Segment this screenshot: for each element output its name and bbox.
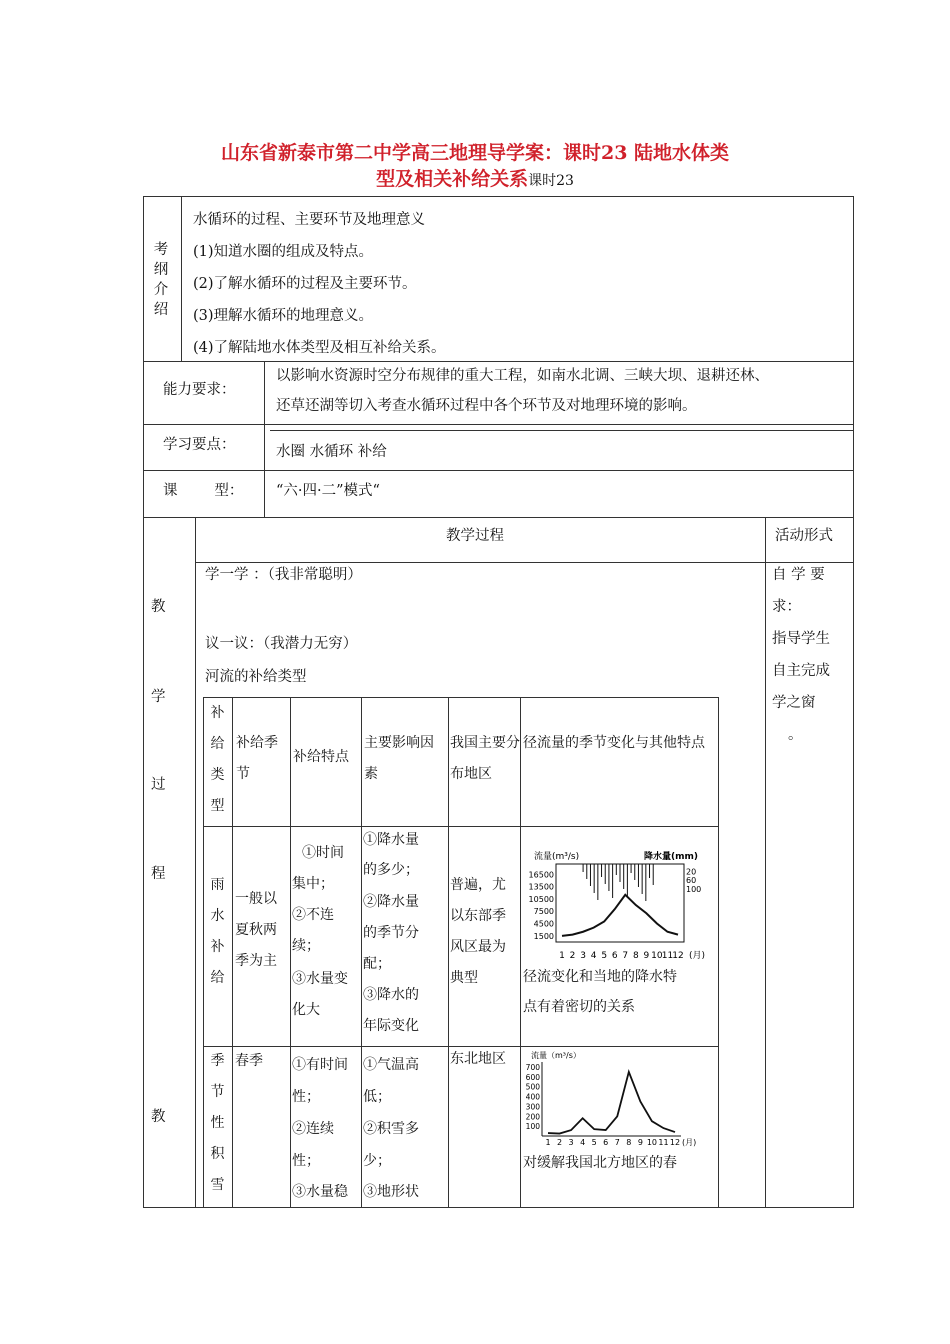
side-label-1: 学 (151, 689, 166, 705)
rain-factor-0: ①降水量 (363, 832, 419, 848)
snow-chart (521, 1048, 717, 1148)
side-label-0: 教 (151, 599, 166, 615)
snow-chart-x-ticks (545, 1138, 680, 1147)
supply-col-4 (448, 697, 449, 1208)
rain-region-1: 以东部季 (450, 908, 506, 924)
rain-chart-y2label: 降水量(mm) (644, 852, 698, 862)
snow-chart-ytick-2: 300 (525, 1102, 540, 1112)
rain-chart-y2tick-0: 20 (686, 867, 697, 877)
rain-feature-0: ①时间 (302, 845, 344, 861)
ability-line-2: 还草还湖等切入考查水循环过程中各个环节及对地理环境的影响。 (276, 398, 697, 414)
rain-chart-ytick-5: 16500 (528, 870, 554, 880)
rain-factor-4: 配； (363, 956, 391, 972)
snow-chart-xtick-3: 4 (580, 1138, 586, 1147)
snow-chart-y-ticks (526, 1063, 541, 1131)
activity-line-2: 指导学生 (772, 631, 830, 647)
snow-factor-3: 少； (363, 1153, 391, 1169)
snow-chart-ylabel: 流量（m³/s） (531, 1051, 581, 1060)
label-divider (264, 361, 265, 517)
rain-chart-y-ticks (529, 870, 554, 941)
rain-season-1: 夏秋两 (235, 922, 277, 938)
rain-feature-5: 化大 (292, 1002, 320, 1018)
key-points-value: 水圈 水循环 补给 (276, 444, 387, 460)
th-region: 我国主要分布地区 (450, 735, 520, 782)
outline-divider (181, 196, 182, 361)
rain-chart-x-ticks (559, 951, 684, 961)
snow-chart-ytick-5: 600 (525, 1072, 540, 1082)
rain-factor-1: 的多少； (363, 862, 419, 878)
snow-chart-xtick-1: 2 (556, 1138, 563, 1147)
title-line2-suffix: 课时23 (528, 173, 574, 189)
snow-feature-4: ③水量稳 (292, 1184, 348, 1200)
rain-note-1: 点有着密切的关系 (523, 999, 635, 1015)
rain-factor-5: ③降水的 (363, 987, 419, 1003)
rain-chart-xtick-10: 11 (661, 951, 674, 961)
th-factors: 主要影响因素 (364, 735, 434, 782)
process-header: 教学过程 (446, 528, 504, 544)
outline-line-1: (1)知道水圈的组成及特点。 (193, 244, 374, 260)
snow-chart-xtick-2: 3 (568, 1138, 574, 1147)
row-line-4 (143, 517, 854, 518)
key-points-label: 学习要点： (163, 437, 236, 453)
rain-chart-ytick-3: 10500 (528, 894, 554, 904)
frame-bottom (143, 1207, 854, 1208)
rain-chart-xtick-7: 8 (632, 951, 639, 961)
th-features: 补给特点 (293, 749, 349, 765)
discuss-line: 议一议：（我潜力无穷） (205, 636, 358, 652)
supply-col-3 (361, 697, 362, 1208)
rain-note-0: 径流变化和当地的降水特 (523, 969, 677, 985)
supply-col-1 (232, 697, 233, 1208)
snow-region: 东北地区 (450, 1051, 506, 1067)
supply-table-top (203, 697, 719, 698)
rain-chart-x-unit: (月) (689, 951, 706, 961)
rain-chart-xtick-1: 2 (569, 951, 576, 961)
rain-factor-3: 的季节分 (363, 925, 419, 941)
lesson-type-label: 课 型： (163, 483, 244, 499)
frame-right (853, 196, 854, 1208)
snow-chart-xtick-7: 8 (626, 1138, 632, 1147)
outline-line-2: (2)了解水循环的过程及主要环节。 (193, 276, 417, 292)
snow-chart-ytick-4: 500 (525, 1082, 540, 1092)
side-label-4: 教 (151, 1109, 166, 1125)
snow-chart-ytick-6: 700 (525, 1062, 540, 1072)
snow-factor-0: ①气温高 (363, 1057, 419, 1073)
snow-chart-xtick-6: 7 (614, 1138, 620, 1147)
outline-line-3: (3)理解水循环的地理意义。 (193, 308, 374, 324)
snow-chart-x-unit: (月) (682, 1138, 697, 1147)
inner-line-key (270, 430, 854, 431)
rain-chart-ylabel: 流量(m³/s) (534, 852, 580, 862)
rain-chart-ytick-2: 7500 (533, 907, 554, 917)
rain-chart-precip-bars (583, 864, 653, 901)
side-label-2: 过 (151, 777, 166, 793)
snow-feature-1: 性； (292, 1089, 320, 1105)
rain-chart-xtick-0: 1 (559, 951, 565, 961)
subtitle-line: 河流的补给类型 (205, 669, 307, 685)
snow-factor-2: ②积雪多 (363, 1121, 419, 1137)
outline-line-0: 水循环的过程、主要环节及地理意义 (193, 212, 425, 228)
th-change: 径流量的季节变化与其他特点 (523, 735, 705, 751)
snow-chart-xtick-4: 5 (591, 1138, 597, 1147)
rain-feature-1: 集中； (292, 876, 334, 892)
snow-factor-4: ③地形状 (363, 1184, 419, 1200)
activity-header: 活动形式 (775, 528, 833, 544)
rain-chart-y2tick-1: 60 (686, 876, 697, 886)
snow-type: 季节性积雪 (210, 1053, 225, 1193)
snow-chart-ytick-1: 200 (525, 1112, 540, 1122)
process-header-line (195, 562, 854, 563)
frame-top (143, 196, 854, 197)
rain-factor-2: ②降水量 (363, 894, 419, 910)
snow-feature-2: ②连续 (292, 1121, 334, 1137)
side-label-3: 程 (151, 866, 166, 882)
process-side-divider (195, 517, 196, 1208)
rain-chart-ytick-1: 4500 (533, 919, 554, 929)
rain-chart-xtick-4: 5 (601, 951, 608, 961)
activity-line-1: 求： (772, 599, 801, 615)
activity-line-5: 。 (788, 727, 803, 743)
rain-season-0: 一般以 (235, 891, 277, 907)
outline-label: 考纲介绍 (153, 242, 169, 318)
snow-chart-xtick-5: 6 (603, 1138, 609, 1147)
outline-line-4: (4)了解陆地水体类型及相互补给关系。 (193, 340, 446, 356)
activity-line-0: 自 学 要 (772, 567, 825, 583)
rain-feature-4: ③水量变 (292, 971, 348, 987)
rain-chart-xtick-9: 10 (651, 951, 663, 961)
row-line-3 (143, 470, 854, 471)
ability-label: 能力要求： (163, 382, 236, 398)
row-line-2 (143, 424, 854, 425)
rain-region-2: 风区最为 (450, 939, 506, 955)
title-line2-text: 型及相关补给关系 (376, 168, 529, 190)
learn-line: 学一学 ：（我非常聪明） (205, 567, 362, 583)
rain-chart-xtick-6: 7 (622, 951, 629, 961)
rain-feature-2: ②不连 (292, 907, 334, 923)
snow-chart-ytick-0: 100 (525, 1122, 540, 1132)
document-title-line1: 山东省新泰市第二中学高三地理导学案：课时23 陆地水体类 (220, 142, 730, 164)
activity-divider (765, 517, 766, 1208)
rain-region-0: 普遍，尤 (450, 877, 506, 893)
rain-chart-xtick-11: 12 (672, 951, 684, 961)
rain-chart-ytick-0: 1500 (533, 931, 554, 941)
snow-note: 对缓解我国北方地区的春 (523, 1155, 677, 1171)
rain-chart-runoff-line (562, 895, 678, 936)
supply-table-row1 (203, 826, 719, 827)
rain-chart-xtick-2: 3 (580, 951, 586, 961)
rain-season-2: 季为主 (235, 953, 277, 969)
rain-chart-ytick-4: 13500 (528, 882, 554, 892)
th-season: 补给季节 (236, 735, 278, 782)
activity-line-3: 自主完成 (772, 663, 830, 679)
snow-chart-xtick-8: 9 (637, 1138, 643, 1147)
rain-feature-3: 续； (292, 938, 320, 954)
rain-chart-y2-ticks (686, 867, 701, 894)
supply-col-2 (290, 697, 291, 1208)
activity-line-4: 学之窗 (772, 695, 816, 711)
snow-feature-3: 性； (292, 1153, 320, 1169)
rain-chart-y2tick-2: 100 (686, 885, 702, 894)
snow-chart-runoff-line (548, 1072, 675, 1134)
snow-factor-1: 低； (363, 1089, 391, 1105)
th-type: 补给类型 (210, 705, 225, 814)
snow-chart-xtick-10: 11 (658, 1138, 669, 1147)
frame-left (143, 196, 144, 1208)
document-title-line2 (0, 166, 950, 194)
supply-col-6 (718, 697, 719, 1208)
snow-feature-0: ①有时间 (292, 1057, 348, 1073)
snow-chart-xtick-11: 12 (669, 1138, 681, 1147)
rain-region-3: 典型 (450, 970, 478, 986)
rain-type: 雨水补给 (210, 877, 225, 986)
snow-chart-xtick-9: 10 (646, 1138, 658, 1147)
snow-chart-xtick-0: 1 (545, 1138, 551, 1147)
ability-line-1: 以影响水资源时空分布规律的重大工程，如南水北调、三峡大坝、退耕还林、 (276, 368, 769, 384)
snow-season: 春季 (235, 1053, 263, 1069)
lesson-type-value: “六·四·二”模式“ (276, 483, 380, 499)
row-line-1 (143, 361, 854, 362)
rain-chart-xtick-8: 9 (643, 951, 650, 961)
snow-chart-ytick-3: 400 (525, 1092, 540, 1102)
rain-chart (522, 842, 718, 966)
rain-chart-xtick-3: 4 (590, 951, 597, 961)
rain-factor-6: 年际变化 (363, 1018, 419, 1034)
rain-chart-xtick-5: 6 (611, 951, 618, 961)
